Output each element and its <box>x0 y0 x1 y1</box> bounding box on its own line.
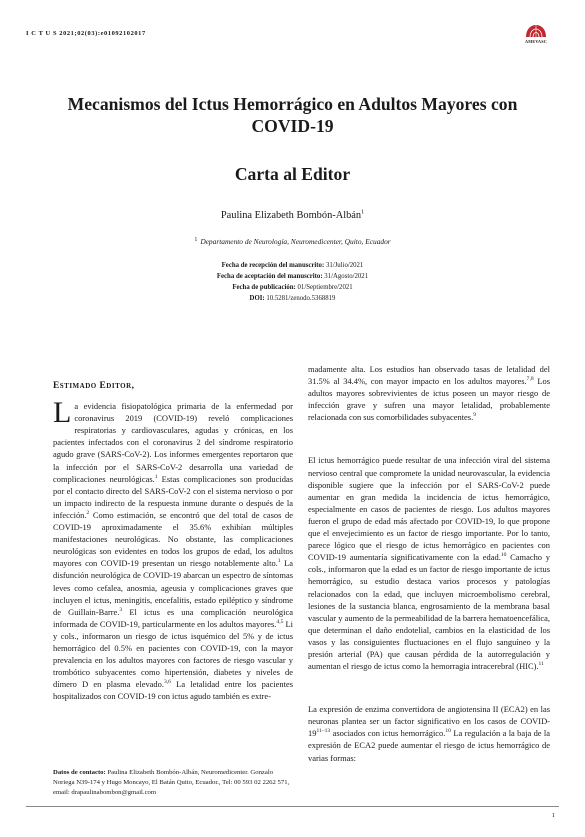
right-column <box>308 363 550 764</box>
section-heading: Estimado Editor, <box>53 381 135 391</box>
body-paragraph-continued: madamente alta. Los estudios han observado tasas de letalidad del 31.5% al 34.4%, con mayor impacto en los adultos mayores.$^{7,8}$ Los adultos mayores sobrevivientes de ictus poseen un mayor riesgo de infección grave y sufren una mayor letalidad, probablemente relacionada con sus comorbilidades subyacentes.$^9$ <box>308 364 550 423</box>
logo-text: AMEVASC <box>524 39 548 44</box>
body-paragraph: La expresión de enzima convertidora de angiotensina II (ECA2) en las neuronas plantea ser un factor significativo en los casos de COVID-19$^{11-13}$ asociados con ictus hemorrágico.$^{10}$ La regulación a la baja de la expresión de ECA2 puede aumentar el riesgo de ictus hemorrágico de varias formas: <box>308 704 551 763</box>
body-paragraph: La evidencia fisiopatológica primaria de la enfermedad por coronavirus 2019 (COVID-19) reveló complicaciones respiratorias y cardiovasculares, agudas y crónicas, en los pacientes infectados con el coronavirus 2 del síndrome respiratorio agudo grave (SARS-CoV-2). Los informes emergentes reportaron que la infección por el SARS-CoV-2 desarrolla una variedad de complicaciones neurológicas.$^1$ Estas complicaciones son producidas por el contacto directo del SARS-CoV-2 con el sistema nervioso o por un impacto indirecto de la respuesta inmune durante o después de la infección.$^2$ Como estimación, se encontró que del total de casos de COVID-19 aproximadamente el 35.6% exhibían múltiples manifestaciones neurológicas. No obstante, las complicaciones neurológicas son evidentes en todos los grupos de edad, los adultos mayores con COVID-19 presentan un riesgo notablemente alto.$^1$ La disfunción neurológica de COVID-19 abarcan un espectro de síntomas leves como cefalea, anosmia, ageusia y complicaciones graves que incluyen el ictus, meningitis, encefalitis, estado epiléptico y síndrome de Guillain-Barre.$^3$ El ictus es una complicación neurológica informada de COVID-19, particularmente en los adultos mayores.$^{4,5}$ Li y cols., informaron un riesgo de ictus isquémico del 5% y de ictus hemorrágico del 0.5% en pacientes con COVID-19, con la mayor prevalencia en los adultos mayores con factores de riesgo vascular y trombótico subyacentes como hipertensión, diabetes y niveles de dímero D en plasma elevado.$^{3,6}$ La letalidad entre los pacientes hospitalizados con COVID-19 con ictus agudo también es extre- <box>53 396 294 702</box>
body-paragraph: El ictus hemorrágico puede resultar de una infección viral del sistema nervioso central que compromete la unidad neurovascular, la evidencia disponible sugiere que la infección por el SARS-CoV-2 puede aumentar en gran medida la incidencia de ictus hemorrágico, especialmente en casos de pacientes de riesgo. Los adultos mayores fueron el grupo de edad más afectado por COVID-19, lo que propone que el envejecimiento es un factor de riesgo importante. Por lo tanto, parece lógico que el riesgo de ictus hemorrágico en pacientes con COVID-19 aumentaría significativamente con la edad.$^{10}$ Camacho y cols., informaron que la edad es un factor de riesgo importante de ictus hemorrágico, su estudio destaca varios procesos y patologías relacionados con la edad, que incluyen microembolismo cerebral, lesiones de la sustancia blanca, engrosamiento de la membrana basal vascular y aumento de la permeabilidad de la barrera hematoencefálica, que determinan el daño endotelial, cambios en la elasticidad de los vasos y las consiguientes fluctuaciones en el flujo sanguíneo y la presión arterial (PA) que causan pérdida de la autorregulación y aumentan el riesgo de ictus como la hemorragia intracerebral (HIC).$^{11}$ <box>308 455 550 672</box>
brain-logo-icon <box>524 24 548 38</box>
author-affil-ref: 1 <box>361 209 365 216</box>
page-number: 1 <box>551 812 555 819</box>
drop-cap: L <box>53 396 72 430</box>
journal-reference: I C T U S 2021;02(03):e01092102017 <box>26 30 146 37</box>
affiliation <box>40 237 545 246</box>
contact-label: Datos de contacto: <box>53 769 106 776</box>
doi[interactable]: DOI: 10.5281/zenodo.5368819 <box>249 295 336 302</box>
manuscript-dates <box>40 260 545 304</box>
author-name: Paulina Elizabeth Bombón-Albán <box>220 210 362 221</box>
author-line <box>40 210 545 221</box>
affiliation-text: Departamento de Neurología, Neuromedicenter, Quito, Ecuador <box>200 237 391 246</box>
accepted-date: Fecha de aceptación del manuscrito: 31/Agosto/2021 <box>216 273 369 280</box>
page-header <box>26 24 559 50</box>
contact-info <box>53 768 293 798</box>
article-title: Mecanismos del Ictus Hemorrágico en Adultos Mayores con COVID-19 <box>67 94 518 136</box>
article-type: Carta al Editor <box>234 164 351 184</box>
affil-number: 1 <box>194 236 198 243</box>
journal-logo <box>521 24 551 50</box>
contact-text: Paulina Elizabeth Bombón-Albán, Neuromedicenter. Gonzalo Noriega N39-174 y Hugo Moncayo, El Batán Quito, Ecuador., Tel: 00 593 02 2262 571, email: drapaulinabombon@gmail.com <box>53 769 290 796</box>
published-date: Fecha de publicación: 01/Septiembre/2021 <box>232 284 353 291</box>
footer-divider <box>26 806 559 807</box>
left-column <box>53 380 293 702</box>
received-date: Fecha de recepción del manuscrito: 31/Julio/2021 <box>221 262 364 269</box>
